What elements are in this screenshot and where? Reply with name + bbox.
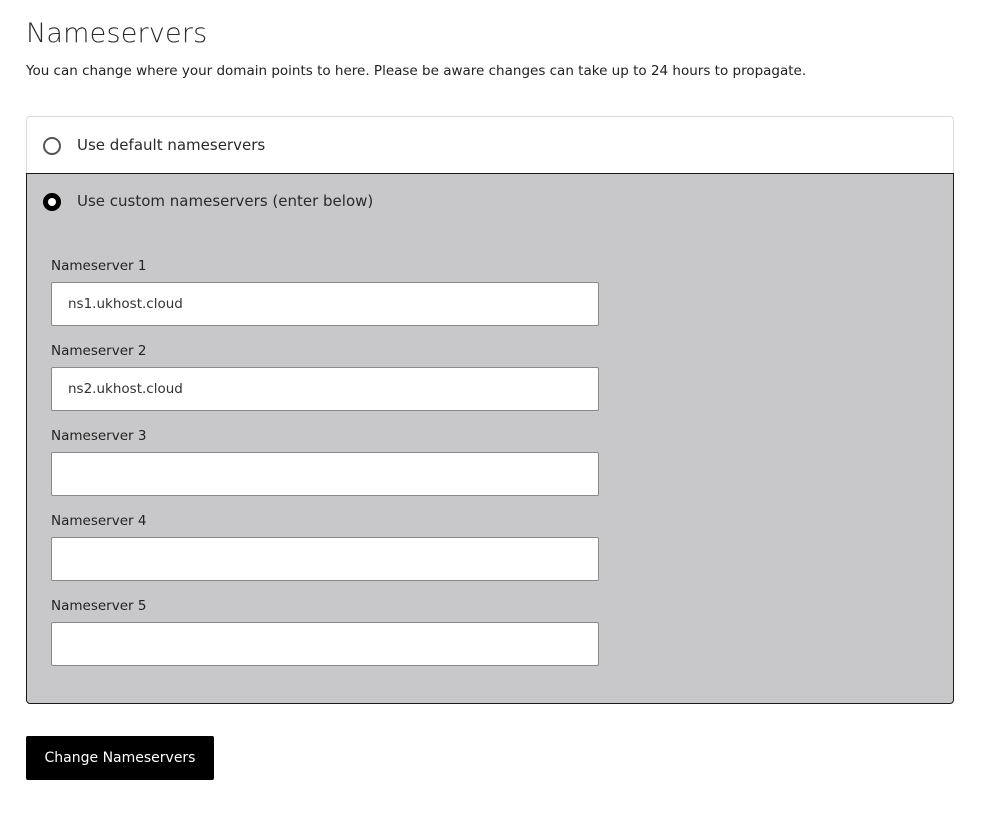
nameserver-4-input[interactable] [51,537,599,581]
nameserver-2-label: Nameserver 2 [51,343,147,359]
nameserver-4-label: Nameserver 4 [51,513,147,529]
nameserver-3-label: Nameserver 3 [51,428,147,444]
page-description: You can change where your domain points to here. Please be aware changes can take up to 24 hours to propagate. [26,63,807,79]
option-custom-label[interactable]: Use custom nameservers (enter below) [77,192,374,210]
nameserver-1-field [51,256,599,326]
nameserver-5-field [51,596,599,666]
page-title: Nameservers [26,18,208,49]
nameserver-5-label: Nameserver 5 [51,598,147,614]
nameserver-3-field [51,426,599,496]
nameserver-1-input[interactable] [51,282,599,326]
nameserver-2-input[interactable] [51,367,599,411]
nameserver-1-label: Nameserver 1 [51,258,147,274]
change-nameservers-button[interactable]: Change Nameservers [26,736,214,780]
nameserver-5-input[interactable] [51,622,599,666]
nameserver-3-input[interactable] [51,452,599,496]
nameserver-2-field [51,341,599,411]
radio-default-nameservers[interactable] [43,137,61,155]
radio-custom-nameservers[interactable] [43,193,61,211]
option-default-nameservers[interactable] [26,116,954,174]
nameserver-4-field [51,511,599,581]
nameserver-options-panel [26,116,954,704]
option-custom-nameservers[interactable] [26,173,954,704]
option-default-label[interactable]: Use default nameservers [77,136,266,154]
